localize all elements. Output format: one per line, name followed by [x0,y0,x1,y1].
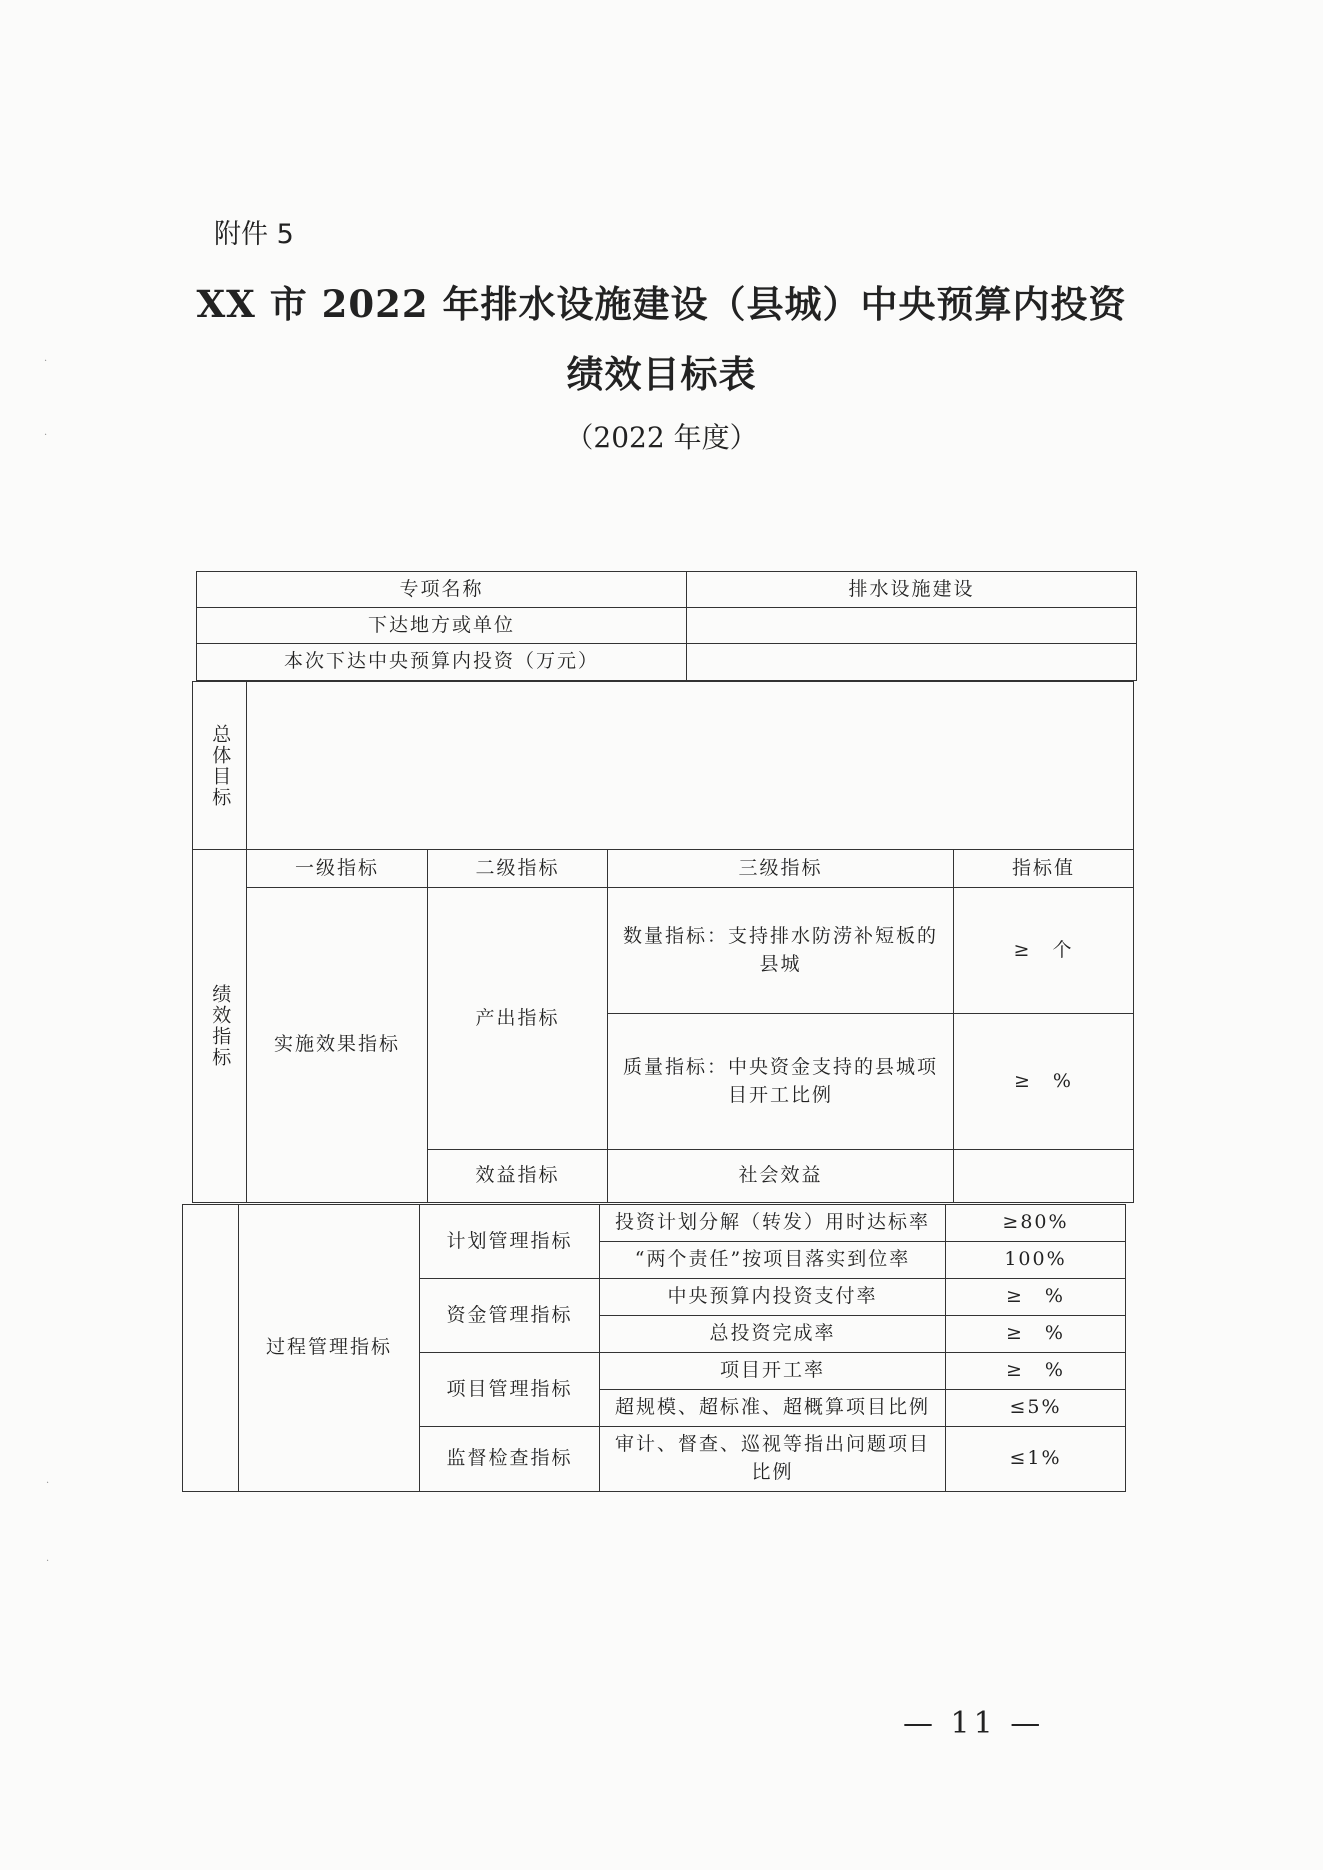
plan-row1-text: 投资计划分解（转发）用时达标率 [600,1205,946,1242]
benefit-indicator-text: 社会效益 [608,1150,954,1203]
investment-value [687,644,1137,681]
attachment-label: 附件 5 [214,219,294,250]
header-level3: 三级指标 [608,850,954,888]
fund-indicator-label: 资金管理指标 [420,1279,600,1353]
quantity-indicator-text: 数量指标：支持排水防涝补短板的县城 [608,888,954,1014]
supervise-value: ≤1% [946,1427,1126,1492]
quantity-indicator-value: ≥ 个 [954,888,1134,1014]
fund-row2-text: 总投资完成率 [600,1316,946,1353]
recipient-label: 下达地方或单位 [197,608,687,644]
overall-goal-content [247,682,1134,850]
supervise-text: 审计、督查、巡视等指出问题项目比例 [600,1427,946,1492]
fund-row1-value: ≥ % [946,1279,1126,1316]
indicator-table-lower [182,1204,1126,1492]
performance-side-label: 绩效指标 [193,850,247,1203]
plan-row2-text: “两个责任”按项目落实到位率 [600,1242,946,1279]
supervise-indicator-label: 监督检查指标 [420,1427,600,1492]
process-indicator-label: 过程管理指标 [239,1205,420,1492]
header-level1: 一级指标 [247,850,428,888]
project-name-label: 专项名称 [197,572,687,608]
project-row2-text: 超规模、超标准、超概算项目比例 [600,1390,946,1427]
benefit-indicator-label: 效益指标 [428,1150,608,1203]
header-level2: 二级指标 [428,850,608,888]
scan-mark: · [46,1478,50,1489]
implementation-indicator-label: 实施效果指标 [247,888,428,1203]
scan-mark: · [44,356,48,367]
plan-row2-value: 100% [946,1242,1126,1279]
indicator-table-upper [192,681,1134,1203]
performance-side-continued [183,1205,239,1492]
year-subtitle: （2022 年度） [565,421,758,454]
page-number: — 11 — [903,1706,1045,1741]
recipient-value [687,608,1137,644]
quality-indicator-value: ≥ % [954,1014,1134,1150]
scan-mark: · [44,430,48,441]
project-row1-value: ≥ % [946,1353,1126,1390]
plan-row1-value: ≥80% [946,1205,1126,1242]
quality-indicator-text: 质量指标：中央资金支持的县城项目开工比例 [608,1014,954,1150]
overall-goal-label: 总体目标 [193,682,247,850]
fund-row1-text: 中央预算内投资支付率 [600,1279,946,1316]
scan-mark: · [46,1556,50,1567]
project-name-value: 排水设施建设 [687,572,1137,608]
info-table [196,571,1137,681]
header-value: 指标值 [954,850,1134,888]
project-row2-value: ≤5% [946,1390,1126,1427]
project-row1-text: 项目开工率 [600,1353,946,1390]
page-title-line2: 绩效目标表 [566,352,757,396]
plan-indicator-label: 计划管理指标 [420,1205,600,1279]
fund-row2-value: ≥ % [946,1316,1126,1353]
benefit-indicator-value [954,1150,1134,1203]
project-indicator-label: 项目管理指标 [420,1353,600,1427]
page-title: XX 市 2022 年排水设施建设（县城）中央预算内投资 [196,282,1127,326]
investment-label: 本次下达中央预算内投资（万元） [197,644,687,681]
output-indicator-label: 产出指标 [428,888,608,1150]
